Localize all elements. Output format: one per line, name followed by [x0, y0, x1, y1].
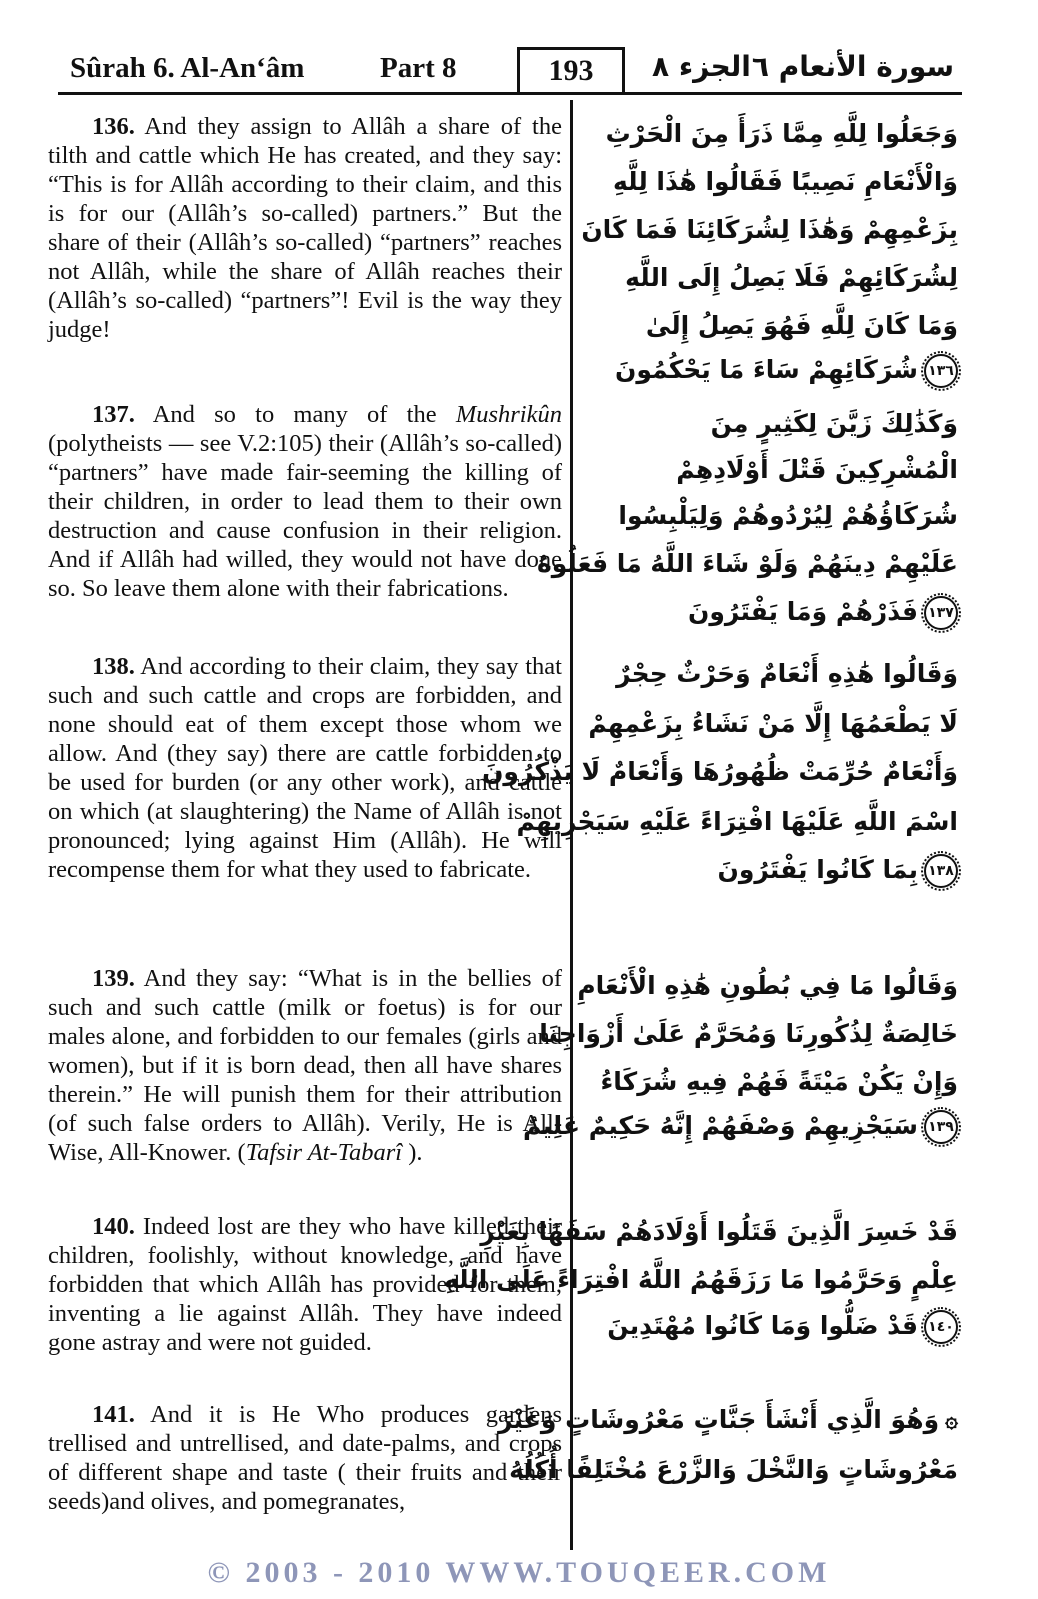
verse-text: And they say: “What is in the bellies of such and such cattle (milk or foetus) is for our males alone, and forbidden to our females (girls and women), but if it is born dead, then all have shares therein.” He will punish them for their attribution (of such false orders to Allâh). Verily, He is All-Wise, All-Knower. (	[48, 965, 562, 1166]
arabic-line: وَأَنْعَامٌ حُرِّمَتْ ظُهُورُهَا وَأَنْعَامٌ لَا يَذْكُرُونَ	[482, 757, 958, 786]
verse-text: And according to their claim, they say that such and such cattle and crops are forbidden, and none should eat of them except those whom we allow. And (they say) there are cattle forbidden to be used for burden (or any other work), and cattle on which (at slaughtering) the Name of Allâh is not pronounced; lying against Him (Allâh). He will recompense them for what they used to fabricate.	[48, 653, 562, 883]
surah-title-en: Sûrah 6. Al-An‘âm	[70, 52, 305, 84]
arabic-line: فَذَرْهُمْ وَمَا يَفْتَرُونَ	[688, 597, 918, 626]
arabic-line: شُرَكَائِهِمْ سَاءَ مَا يَحْكُمُونَ	[614, 355, 918, 384]
arabic-line: مَعْرُوشَاتٍ وَالنَّخْلَ وَالزَّرْعَ مُخْتَلِفًا أُكُلُهُ	[509, 1455, 958, 1484]
arabic-line: وَمَا كَانَ لِلَّهِ فَهُوَ يَصِلُ إِلَىٰ	[645, 311, 958, 340]
page-header	[58, 44, 962, 95]
arabic-line-start	[498, 1398, 958, 1442]
arabic-line: لَا يَطْعَمُهَا إِلَّا مَنْ نَشَاءُ بِزَعْمِهِمْ	[588, 709, 958, 738]
verse-139	[48, 964, 562, 1167]
arabic-line: وَجَعَلُوا لِلَّهِ مِمَّا ذَرَأَ مِنَ الْحَرْثِ	[605, 119, 958, 148]
verse-text: (polytheists — see V.2:105) their (Allâh’s so-called) “partners” have made fair-seeming the killing of their children, in order to lead them to their own destruction and cause confusion in their religion. And if Allâh had willed, they would not have done so. So leave them alone with their fabrications.	[48, 430, 562, 602]
arabic-line: قَدْ ضَلُّوا وَمَا كَانُوا مُهْتَدِينَ	[607, 1311, 918, 1340]
arabic-line: وَهُوَ الَّذِي أَنْشَأَ جَنَّاتٍ مَعْرُوشَاتٍ وَغَيْرَ	[498, 1405, 940, 1434]
arabic-line: لِشُرَكَائِهِمْ فَلَا يَصِلُ إِلَى اللَّهِ	[625, 263, 958, 292]
part-label-en: Part 8	[380, 52, 457, 84]
arabic-line: وَقَالُوا مَا فِي بُطُونِ هَٰذِهِ الْأَنْعَامِ	[577, 971, 958, 1000]
ayah-end-marker: ١٣٩	[924, 1110, 958, 1144]
arabic-line: خَالِصَةٌ لِذُكُورِنَا وَمُحَرَّمٌ عَلَىٰ أَزْوَاجِنَا	[539, 1019, 958, 1048]
arabic-line-end	[588, 848, 958, 892]
arabic-line-end	[588, 348, 958, 392]
ayah-end-marker: ١٤٠	[924, 1310, 958, 1344]
page-number: 193	[517, 47, 625, 92]
arabic-line: اسْمَ اللَّهِ عَلَيْهَا افْتِرَاءً عَلَيْهِ سَيَجْزِيهِمْ	[516, 807, 958, 836]
arabic-line: عَلَيْهِمْ دِينَهُمْ وَلَوْ شَاءَ اللَّهُ مَا فَعَلُوهُ	[536, 549, 958, 578]
verse-number: 139.	[92, 965, 135, 992]
verse-141	[48, 1400, 562, 1516]
verse-number: 136.	[92, 113, 135, 140]
verse-number: 137.	[92, 401, 135, 428]
verse-italic: Tafsir At-Tabarî	[245, 1139, 403, 1166]
verse-text: And it is He Who produces gardens trellised and untrellised, and date-palms, and crops of different shape and taste ( their fruits and their seeds)and olives, and pomegranates,	[48, 1401, 562, 1515]
verse-text: And they assign to Allâh a share of the tilth and cattle which He has created, and they say: “This is for Allâh according to their claim, and this is for our (Allâh’s so-called) partners.” But the share of their (Allâh’s so-called) “partners” reaches not Allâh, while the share of Allâh reaches their (Allâh’s so-called) “partners”! Evil is the way they judge!	[48, 113, 562, 343]
verse-italic: Mushrikûn	[455, 401, 562, 428]
verse-136	[48, 112, 562, 344]
arabic-line: وَقَالُوا هَٰذِهِ أَنْعَامٌ وَحَرْثٌ حِجْرٌ	[616, 659, 958, 688]
arabic-line-end	[588, 590, 958, 634]
arabic-line: عِلْمٍ وَحَرَّمُوا مَا رَزَقَهُمُ اللَّهُ افْتِرَاءً عَلَى اللَّهِ	[443, 1265, 958, 1294]
verse-number: 140.	[92, 1213, 135, 1240]
arabic-line-end	[588, 1304, 958, 1348]
ayah-end-marker: ١٣٦	[924, 354, 958, 388]
ayah-end-marker: ١٣٧	[924, 596, 958, 630]
copyright-footer: © 2003 - 2010 WWW.TOUQEER.COM	[207, 1556, 831, 1589]
arabic-line: سَيَجْزِيهِمْ وَصْفَهُمْ إِنَّهُ حَكِيمٌ عَلِيمٌ	[522, 1111, 918, 1140]
verse-text: Indeed lost are they who have killed their children, foolishly, without knowledge, and have forbidden that which Allâh has provided for them, inventing a lie against Allâh. They have indeed gone astray and were not guided.	[48, 1213, 562, 1356]
arabic-line: وَالْأَنْعَامِ نَصِيبًا فَقَالُوا هَٰذَا لِلَّهِ	[612, 167, 958, 196]
arabic-line: بِمَا كَانُوا يَفْتَرُونَ	[717, 855, 918, 884]
hizb-star-icon: ۞	[945, 1408, 958, 1433]
arabic-line-end	[522, 1104, 958, 1148]
part-label-ar: الجزء ٨	[652, 50, 751, 83]
verse-number: 141.	[92, 1401, 135, 1428]
arabic-line: شُرَكَاؤُهُمْ لِيُرْدُوهُمْ وَلِيَلْبِسُوا	[618, 501, 958, 530]
surah-title-ar: سورة الأنعام ٦	[751, 50, 954, 83]
verse-text: And so to many of the	[134, 401, 456, 428]
arabic-line: وَإِنْ يَكُنْ مَيْتَةً فَهُمْ فِيهِ شُرَكَاءُ	[600, 1067, 958, 1096]
arabic-line: الْمُشْرِكِينَ قَتْلَ أَوْلَادِهِمْ	[676, 455, 958, 484]
verse-137	[48, 400, 562, 603]
arabic-line: وَكَذَٰلِكَ زَيَّنَ لِكَثِيرٍ مِنَ	[710, 409, 958, 438]
verse-text: ).	[402, 1139, 423, 1166]
arabic-line: بِزَعْمِهِمْ وَهَٰذَا لِشُرَكَائِنَا فَمَا كَانَ	[581, 215, 958, 244]
arabic-line: قَدْ خَسِرَ الَّذِينَ قَتَلُوا أَوْلَادَهُمْ سَفَهًا بِغَيْرِ	[480, 1217, 958, 1246]
ayah-end-marker: ١٣٨	[924, 854, 958, 888]
verse-number: 138.	[92, 653, 135, 680]
